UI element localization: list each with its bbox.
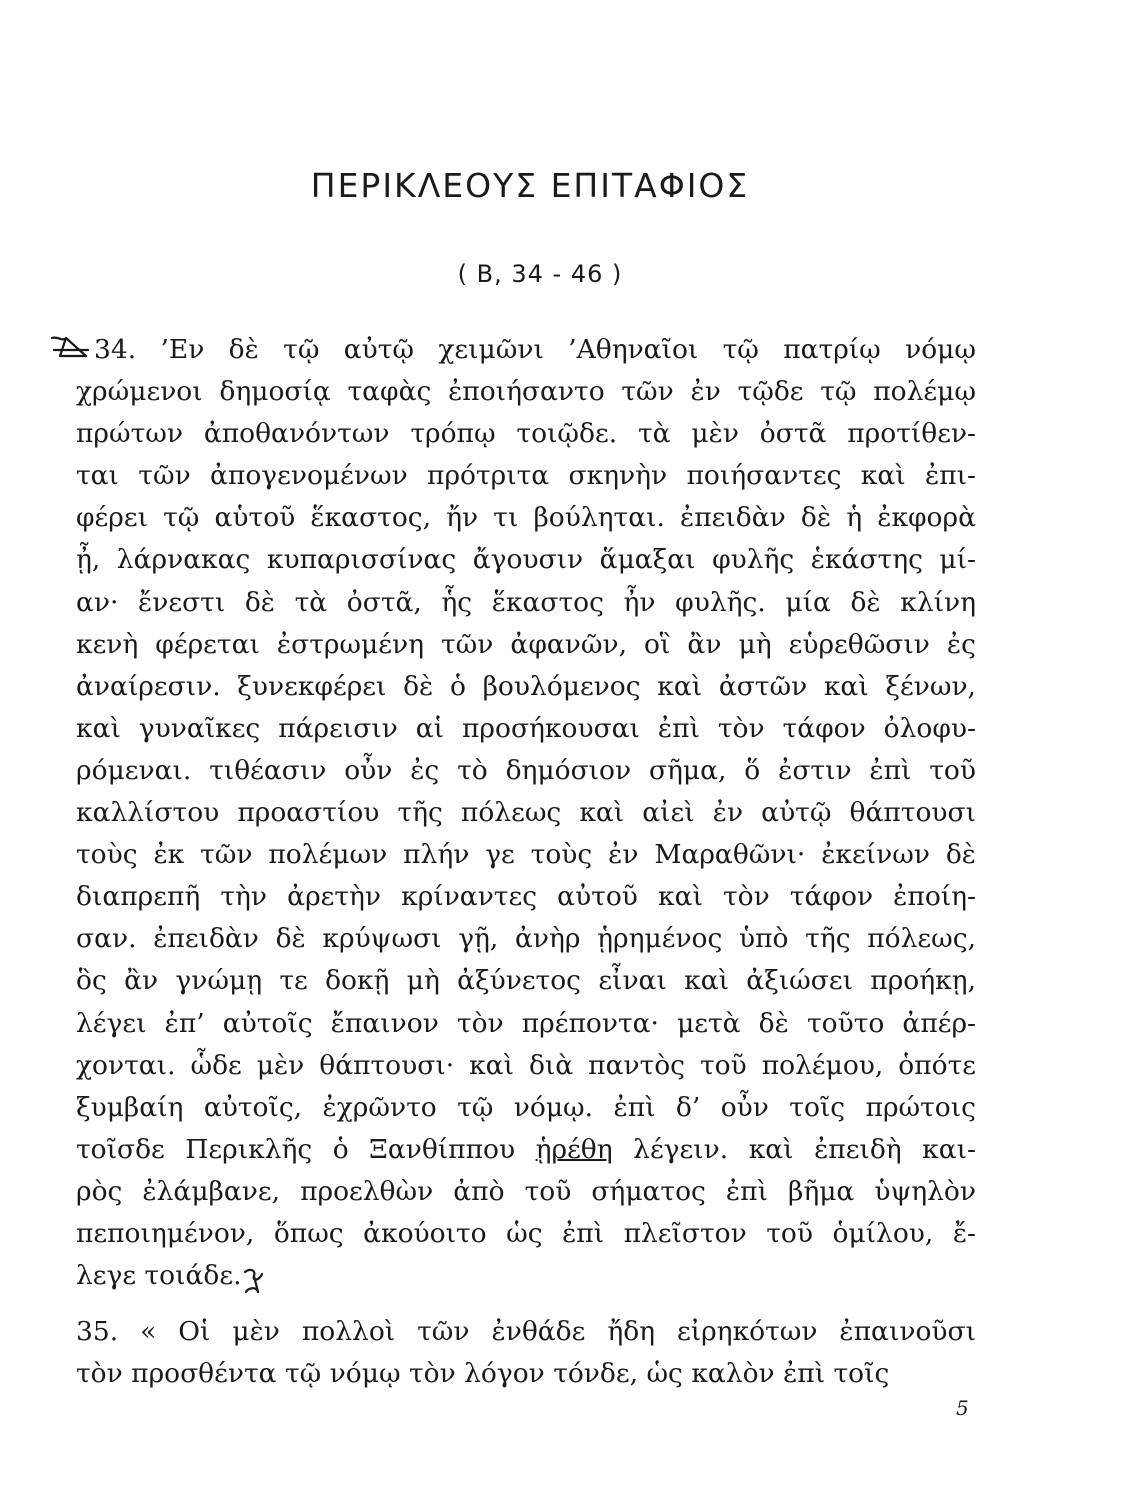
text-line: καλλίστου προαστίου τῆς πόλεως καὶ αἰεὶ ἐν αὐτῷ θάπτουσι xyxy=(76,797,976,829)
hand-drawn-end-mark-icon xyxy=(242,1266,268,1294)
line-text: λέγειν. καὶ ἐπειδὴ και- xyxy=(633,1133,976,1165)
text-line: καὶ γυναῖκες πάρεισιν αἱ προσήκουσαι ἐπὶ τὸν τάφον ὀλοφυ- xyxy=(76,712,976,744)
text-line: διαπρεπῆ τὴν ἀρετὴν κρίναντες αὐτοῦ καὶ τὸν τάφον ἐποίη- xyxy=(76,881,976,913)
text-line: ξυμβαίη αὐτοῖς, ἐχρῶντο τῷ νόμῳ. ἐπὶ δ’ οὖν τοῖς πρώτοις xyxy=(76,1091,976,1123)
text-line: λέγει ἐπ’ αὐτοῖς ἔπαινον τὸν πρέποντα· μετὰ δὲ τοῦτο ἀπέρ- xyxy=(76,1007,976,1039)
text-line: αν· ἔνεστι δὲ τὰ ὀστᾶ, ἧς ἕκαστος ἦν φυλῆς. μία δὲ κλίνη xyxy=(76,586,976,618)
hand-drawn-flag-mark-icon xyxy=(48,332,94,362)
section-34-text xyxy=(76,329,976,1297)
underlined-word: ᾑρέθη xyxy=(535,1133,613,1165)
text-line: ται τῶν ἀπογενομένων πρότριτα σκηνὴν ποιήσαντες καὶ ἐπι- xyxy=(76,460,976,492)
text-line: κενὴ φέρεται ἐστρωμένη τῶν ἀφανῶν, οἳ ἂν μὴ εὑρεθῶσιν ἐς xyxy=(76,628,976,660)
passage-reference: ( Β, 34 - 46 ) xyxy=(457,260,623,288)
text-line: τὸν προσθέντα τῷ νόμῳ τὸν λόγον τόνδε, ὡς καλὸν ἐπὶ τοῖς xyxy=(76,1358,890,1390)
text-line: τοὺς ἐκ τῶν πολέμων πλήν γε τοὺς ἐν Μαραθῶνι· ἐκείνων δὲ xyxy=(76,839,976,871)
text-line: ἀναίρεσιν. ξυνεκφέρει δὲ ὁ βουλόμενος καὶ ἀστῶν καὶ ξένων, xyxy=(76,670,976,702)
text-line: 35. « Οἱ μὲν πολλοὶ τῶν ἐνθάδε ἤδη εἰρηκότων ἐπαινοῦσι xyxy=(76,1316,976,1347)
line-text: λεγε τοιάδε. xyxy=(76,1260,242,1292)
page-number: 5 xyxy=(956,1396,969,1420)
text-line: χονται. ὧδε μὲν θάπτουσι· καὶ διὰ παντὸς τοῦ πολέμου, ὁπότε xyxy=(76,1049,976,1081)
line-text: 34. ’Εν δὲ τῷ αὐτῷ χειμῶνι ’Αθηναῖοι τῷ πατρίῳ νόμῳ xyxy=(94,334,976,365)
page-title: ΠΕΡΙΚΛΕΟΥΣ ΕΠΙΤΑΦΙΟΣ xyxy=(310,166,750,205)
text-line: πρώτων ἀποθανόντων τρόπῳ τοιῷδε. τὰ μὲν ὀστᾶ προτίθεν- xyxy=(76,418,976,450)
text-line: ρόμεναι. τιθέασιν οὖν ἐς τὸ δημόσιον σῆμα, ὅ ἐστιν ἐπὶ τοῦ xyxy=(76,754,976,786)
text-line: σαν. ἐπειδὰν δὲ κρύψωσι γῇ, ἀνὴρ ᾑρημένος ὑπὸ τῆς πόλεως, xyxy=(76,923,976,955)
text-line: ὃς ἂν γνώμῃ τε δοκῇ μὴ ἀξύνετος εἶναι καὶ ἀξιώσει προήκῃ, xyxy=(76,965,976,997)
text-line: πεποιημένον, ὅπως ἀκούοιτο ὡς ἐπὶ πλεῖστον τοῦ ὁμίλου, ἔ- xyxy=(76,1217,976,1249)
line-text: τοῖσδε Περικλῆς ὁ Ξανθίππου xyxy=(76,1133,516,1165)
text-line xyxy=(76,329,976,371)
text-line: ᾖ, λάρνακας κυπαρισσίνας ἄγουσιν ἅμαξαι φυλῆς ἑκάστης μί- xyxy=(76,544,976,576)
text-line xyxy=(76,1129,976,1171)
section-35-text xyxy=(76,1311,976,1395)
text-line: ρὸς ἐλάμβανε, προελθὼν ἀπὸ τοῦ σήματος ἐπὶ βῆμα ὑψηλὸν xyxy=(76,1175,976,1207)
text-line: φέρει τῷ αὑτοῦ ἕκαστος, ἤν τι βούληται. ἐπειδὰν δὲ ἡ ἐκφορὰ xyxy=(76,502,976,534)
text-line xyxy=(76,1255,976,1297)
text-line: χρώμενοι δημοσίᾳ ταφὰς ἐποιήσαντο τῶν ἐν τῷδε τῷ πολέμῳ xyxy=(76,376,976,408)
